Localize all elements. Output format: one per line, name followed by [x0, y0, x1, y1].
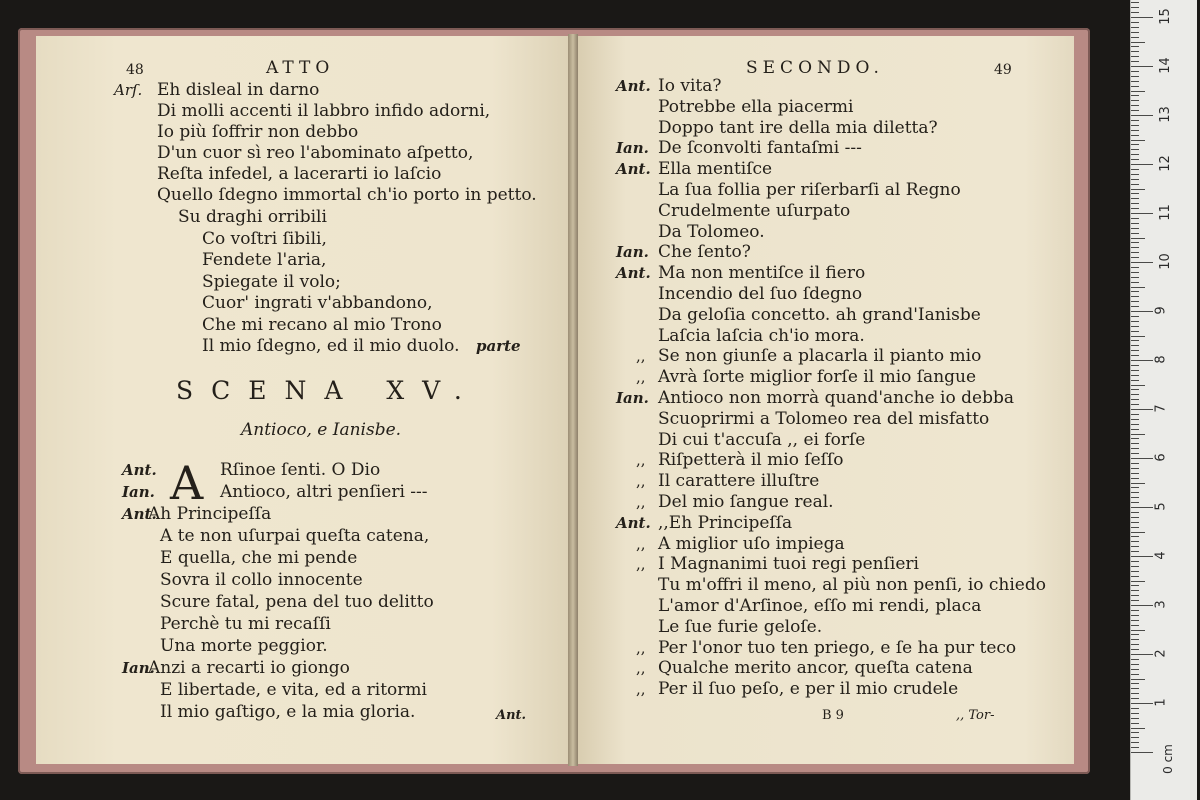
ruler-tick — [1131, 723, 1139, 724]
quote-mark: ,, — [636, 451, 646, 470]
dialogue-line: Anzi a recarti io giongo — [148, 658, 350, 678]
ruler-tick — [1131, 213, 1153, 214]
quote-mark: ,, — [636, 368, 646, 387]
ruler-tick — [1131, 81, 1139, 82]
ruler-tick — [1131, 517, 1139, 518]
dialogue-line: Ella mentiſce — [658, 159, 773, 180]
ruler-tick — [1131, 306, 1139, 307]
ruler-tick — [1131, 252, 1139, 253]
ruler-tick — [1131, 340, 1139, 341]
ruler-tick — [1131, 95, 1139, 96]
ruler-tick — [1131, 336, 1145, 337]
speaker-label: Ian. — [616, 389, 649, 407]
ruler-tick — [1131, 664, 1139, 665]
ruler-tick — [1131, 110, 1139, 111]
ruler-tick — [1131, 144, 1139, 145]
ruler-tick — [1131, 478, 1139, 479]
ruler-tick — [1131, 208, 1139, 209]
dialogue-line: La ſua follia per riſerbarſi al Regno — [658, 180, 961, 200]
ruler-tick — [1131, 571, 1139, 572]
ruler-tick — [1131, 468, 1139, 469]
quote-mark: ,, — [636, 638, 646, 657]
ruler-tick — [1131, 502, 1139, 503]
ruler-tick — [1131, 532, 1145, 533]
ruler-number: 5 — [1153, 502, 1169, 511]
ruler-tick — [1131, 585, 1139, 586]
ruler-tick — [1131, 590, 1139, 591]
ruler-tick — [1131, 448, 1139, 449]
dialogue-line: Crudelmente uſurpato — [658, 200, 851, 221]
ruler-tick — [1131, 679, 1145, 680]
quote-mark: ,, — [636, 493, 646, 511]
ruler-tick — [1131, 625, 1139, 626]
ruler-tick — [1131, 380, 1139, 381]
ruler-tick — [1131, 703, 1153, 704]
left-page — [36, 36, 572, 764]
dialogue-line: Avrà ſorte miglior forſe il mio ſangue — [658, 367, 977, 388]
ruler-tick — [1131, 120, 1139, 121]
ruler-tick — [1131, 32, 1139, 33]
ruler-number: 15 — [1157, 8, 1173, 25]
ruler-number: 2 — [1153, 649, 1169, 658]
catchword: ,, Tor- — [956, 708, 995, 723]
ruler-tick — [1131, 42, 1145, 43]
speaker-label: Arſ. — [114, 81, 143, 99]
dialogue-line: Il mio gaſtigo, e la mia gloria. — [160, 702, 416, 722]
ruler-tick — [1131, 541, 1139, 542]
ruler-tick — [1131, 179, 1139, 180]
ruler-tick — [1131, 66, 1153, 67]
ruler-number: 4 — [1153, 551, 1169, 560]
ruler-tick — [1131, 747, 1139, 748]
dialogue-line: Sovra il collo innocente — [160, 570, 363, 590]
ruler-tick — [1131, 115, 1153, 116]
speaker-label: Ian. — [122, 483, 155, 501]
speaker-label: Ant. — [122, 461, 157, 479]
dialogue-line: Perchè tu mi recaſſi — [160, 614, 331, 634]
ruler-tick — [1131, 438, 1139, 439]
ruler-tick — [1131, 22, 1139, 23]
dialogue-line: L'amor d'Arſinoe, eſſo mi rendi, placa — [658, 596, 982, 616]
ruler-tick — [1131, 7, 1139, 8]
ruler-tick — [1131, 311, 1153, 312]
dialogue-line: Che ſento? — [658, 242, 751, 263]
quote-mark: ,, — [636, 347, 646, 366]
ruler-tick — [1131, 674, 1139, 675]
ruler-tick — [1131, 742, 1139, 743]
ruler-tick — [1131, 483, 1145, 484]
ruler-number: 3 — [1153, 600, 1169, 609]
dialogue-line: E quella, che mi pende — [160, 548, 358, 568]
ruler-tick — [1131, 331, 1139, 332]
ruler-number: 7 — [1153, 404, 1169, 413]
ruler-tick — [1131, 409, 1153, 410]
ruler-number: 14 — [1157, 57, 1173, 74]
ruler-tick — [1131, 287, 1145, 288]
quote-mark: ,, — [636, 555, 646, 574]
ruler-tick — [1131, 228, 1139, 229]
ruler-tick — [1131, 46, 1139, 47]
ruler-tick — [1131, 223, 1139, 224]
ruler-tick — [1131, 546, 1139, 547]
ruler-tick — [1131, 458, 1153, 459]
ruler-tick — [1131, 576, 1139, 577]
ruler-tick — [1131, 434, 1145, 435]
dialogue-line: Da geloſia concetto. ah grand'Ianisbe — [658, 304, 981, 325]
ruler-tick — [1131, 262, 1153, 263]
verse-line: D'un cuor sì reo l'abominato aſpetto, — [157, 143, 474, 163]
ruler-tick — [1131, 203, 1139, 204]
ruler-tick — [1131, 394, 1139, 395]
ruler-tick — [1131, 659, 1139, 660]
dialogue-line: Se non giunſe a placarla il pianto mio — [658, 346, 982, 367]
ruler-tick — [1131, 688, 1139, 689]
ruler-tick — [1131, 91, 1145, 92]
ruler-tick — [1131, 296, 1139, 297]
ruler-tick — [1131, 375, 1139, 376]
ruler-tick — [1131, 507, 1153, 508]
dialogue-line: Ma non mentiſce il fiero — [658, 263, 866, 284]
book-gutter — [568, 34, 578, 766]
ruler-tick — [1131, 728, 1145, 729]
ruler-tick — [1131, 140, 1145, 141]
ruler-tick — [1131, 257, 1139, 258]
ruler-tick — [1131, 189, 1145, 190]
ruler-tick — [1131, 169, 1139, 170]
dialogue-line: A miglior uſo impiega — [658, 533, 845, 554]
ruler-tick — [1131, 634, 1139, 635]
aria-line: Fendete l'aria, — [202, 250, 327, 270]
ruler-tick — [1131, 669, 1139, 670]
ruler-tick — [1131, 473, 1139, 474]
ruler-tick — [1131, 429, 1139, 430]
right-page — [576, 36, 1074, 764]
speaker-label: Ant. — [616, 160, 651, 179]
aria-line: Il mio ſdegno, ed il mio duolo. — [202, 336, 460, 356]
ruler-tick — [1131, 463, 1139, 464]
ruler-tick — [1131, 610, 1139, 611]
ruler-tick — [1131, 683, 1139, 684]
speaker-label: Ian. — [616, 139, 649, 158]
dialogue-line: Tu m'offri il meno, al più non penſi, io chiedo — [658, 575, 1046, 596]
page-number: 49 — [994, 62, 1012, 78]
dialogue-line: Riſpetterà il mio ſeſſo — [658, 450, 844, 471]
verse-line: Io più ſoffrir non debbo — [157, 122, 359, 142]
ruler-tick — [1131, 198, 1139, 199]
dialogue-line: Scuoprirmi a Tolomeo rea del misfatto — [658, 408, 990, 429]
ruler-tick — [1131, 233, 1139, 234]
catchword: Ant. — [496, 708, 527, 723]
ruler-tick — [1131, 51, 1139, 52]
ruler-number: 11 — [1157, 204, 1173, 221]
quote-mark: ,, — [636, 472, 646, 491]
ruler-tick — [1131, 316, 1139, 317]
ruler-tick — [1131, 135, 1139, 136]
ruler-tick — [1131, 527, 1139, 528]
scene-heading: SCENA XV. — [176, 376, 480, 405]
ruler-tick — [1131, 37, 1139, 38]
drop-cap: A — [170, 456, 204, 510]
ruler-tick — [1131, 639, 1139, 640]
ruler-tick — [1131, 453, 1139, 454]
ruler-tick — [1131, 247, 1139, 248]
dialogue-line: Io vita? — [658, 76, 722, 96]
ruler-tick — [1131, 301, 1139, 302]
ruler-tick — [1131, 600, 1139, 601]
speaker-label: Ian. — [616, 243, 649, 262]
verse-line: Eh disleal in darno — [157, 80, 320, 100]
ruler-number: 6 — [1153, 453, 1169, 462]
quote-mark: ,, — [636, 680, 646, 699]
ruler-tick — [1131, 100, 1139, 101]
ruler-tick — [1131, 130, 1139, 131]
signature-mark: B 9 — [822, 708, 844, 723]
ruler-tick — [1131, 2, 1139, 3]
ruler-tick — [1131, 355, 1139, 356]
ruler-tick — [1131, 443, 1139, 444]
ruler-tick — [1131, 291, 1139, 292]
ruler-number: 10 — [1157, 253, 1173, 270]
verse-line: Quello ſdegno immortal ch'io porto in petto. — [157, 185, 537, 205]
ruler-tick — [1131, 193, 1139, 194]
scene-characters: Antioco, e Ianisbe. — [241, 420, 402, 440]
aria-line: Cuor' ingrati v'abbandono, — [202, 293, 433, 313]
ruler-tick — [1131, 615, 1139, 616]
dialogue-line: Antioco, altri penſieri --- — [220, 482, 428, 502]
ruler-tick — [1131, 326, 1139, 327]
ruler-tick — [1131, 556, 1153, 557]
ruler-number: 9 — [1153, 306, 1169, 315]
ruler-number: 13 — [1157, 106, 1173, 123]
ruler-tick — [1131, 732, 1139, 733]
ruler-tick — [1131, 86, 1139, 87]
ruler-tick — [1131, 752, 1153, 753]
dialogue-line: Da Tolomeo. — [658, 221, 765, 242]
ruler-tick — [1131, 76, 1139, 77]
ruler-tick — [1131, 595, 1139, 596]
ruler-tick — [1131, 605, 1153, 606]
dialogue-line: Di cui t'accuſa ,, ei forſe — [658, 429, 866, 450]
ruler-tick — [1131, 345, 1139, 346]
ruler-tick — [1131, 693, 1139, 694]
ruler-tick — [1131, 365, 1139, 366]
dialogue-line: Rſinoe ſenti. O Dio — [220, 460, 381, 480]
ruler-tick — [1131, 154, 1139, 155]
verse-line: Reſta infedel, a lacerarti io laſcio — [157, 164, 442, 184]
ruler-tick — [1131, 424, 1139, 425]
ruler-tick — [1131, 164, 1153, 165]
ruler-tick — [1131, 56, 1139, 57]
ruler-tick — [1131, 242, 1139, 243]
ruler-tick — [1131, 149, 1139, 150]
ruler-number: 8 — [1153, 355, 1169, 364]
dialogue-line: Antioco non morrà quand'anche io debba — [658, 388, 1014, 408]
ruler-tick — [1131, 644, 1139, 645]
ruler-tick — [1131, 267, 1139, 268]
ruler-tick — [1131, 713, 1139, 714]
ruler-tick — [1131, 321, 1139, 322]
dialogue-line: I Magnanimi tuoi regi penſieri — [658, 554, 919, 575]
dialogue-line: Per l'onor tuo ten priego, e ſe ha pur teco — [658, 637, 1017, 658]
ruler-tick — [1131, 399, 1139, 400]
ruler-tick — [1131, 218, 1139, 219]
ruler-tick — [1131, 404, 1139, 405]
ruler-tick — [1131, 419, 1139, 420]
dialogue-line: Le ſue furie geloſe. — [658, 616, 823, 637]
ruler-tick — [1131, 654, 1153, 655]
ruler-tick — [1131, 17, 1153, 18]
ruler-tick — [1131, 649, 1139, 650]
ruler-tick — [1131, 492, 1139, 493]
dialogue-line: De ſconvolti fantaſmi --- — [658, 138, 862, 159]
aria-line: Spiegate il volo; — [202, 271, 341, 292]
dialogue-line: Per il ſuo peſo, e per il mio crudele — [658, 679, 959, 700]
speaker-label: Ant. — [616, 264, 651, 283]
ruler-tick — [1131, 238, 1145, 239]
dialogue-line: Del mio ſangue real. — [658, 492, 834, 512]
ruler-tick — [1131, 350, 1139, 351]
ruler-number: 12 — [1157, 155, 1173, 172]
dialogue-line: Scure fatal, pena del tuo delitto — [160, 592, 434, 612]
speaker-label: Ant. — [122, 505, 157, 523]
dialogue-line: Il carattere illuſtre — [658, 471, 820, 492]
ruler-tick — [1131, 184, 1139, 185]
dialogue-line: Ah Principeſſa — [148, 504, 272, 524]
ruler-tick — [1131, 61, 1139, 62]
ruler-tick — [1131, 174, 1139, 175]
speaker-label: Ian. — [122, 659, 155, 677]
ruler-tick — [1131, 370, 1139, 371]
ruler-tick — [1131, 414, 1139, 415]
dialogue-line: A te non uſurpai queſta catena, — [160, 526, 430, 546]
ruler-unit-label: 0 cm — [1160, 744, 1175, 774]
speaker-label: Ant. — [616, 513, 651, 532]
ruler-tick — [1131, 105, 1139, 106]
ruler-tick — [1131, 561, 1139, 562]
aria-line: Che mi recano al mio Trono — [202, 314, 442, 335]
ruler-tick — [1131, 551, 1139, 552]
ruler-tick — [1131, 718, 1139, 719]
ruler-tick — [1131, 698, 1139, 699]
dialogue-line: ,,Eh Principeſſa — [658, 512, 793, 533]
ruler-number: 1 — [1153, 698, 1169, 707]
quote-mark: ,, — [636, 534, 646, 553]
quote-mark: ,, — [636, 659, 646, 678]
ruler-tick — [1131, 385, 1145, 386]
dialogue-line: Una morte peggior. — [160, 636, 328, 656]
ruler-tick — [1131, 282, 1139, 283]
dialogue-line: Laſcia laſcia ch'io mora. — [658, 325, 865, 346]
ruler-tick — [1131, 125, 1139, 126]
ruler-tick — [1131, 512, 1139, 513]
running-header: ATTO — [266, 58, 335, 78]
ruler-tick — [1131, 566, 1139, 567]
ruler-tick — [1131, 497, 1139, 498]
ruler-tick — [1131, 12, 1139, 13]
running-header: SECONDO. — [746, 58, 884, 78]
ruler-tick — [1131, 620, 1139, 621]
ruler-tick — [1131, 389, 1139, 390]
dialogue-line: Doppo tant ire della mia diletta? — [658, 117, 938, 138]
ruler-tick — [1131, 487, 1139, 488]
dialogue-line: Incendio del ſuo ſdegno — [658, 284, 863, 304]
ruler-tick — [1131, 737, 1139, 738]
dialogue-line: Potrebbe ella piacermi — [658, 96, 854, 117]
aria-line: Co voſtri ſibili, — [202, 228, 327, 249]
ruler-tick — [1131, 522, 1139, 523]
stage-direction: parte — [476, 337, 521, 355]
ruler-tick — [1131, 272, 1139, 273]
ruler-tick — [1131, 536, 1139, 537]
ruler-tick — [1131, 277, 1139, 278]
ruler-tick — [1131, 630, 1145, 631]
ruler-tick — [1131, 360, 1153, 361]
ruler-tick — [1131, 71, 1139, 72]
verse-line: Di molli accenti il labbro infido adorni, — [157, 101, 491, 121]
page-number: 48 — [126, 62, 144, 78]
ruler-tick — [1131, 159, 1139, 160]
dialogue-line: E libertade, e vita, ed a ritormi — [160, 680, 427, 700]
ruler-tick — [1131, 708, 1139, 709]
aria-line: Su draghi orribili — [178, 207, 327, 227]
dialogue-line: Qualche merito ancor, queſta catena — [658, 658, 973, 679]
measuring-ruler — [1130, 0, 1197, 800]
speaker-label: Ant. — [616, 77, 651, 95]
ruler-tick — [1131, 27, 1139, 28]
ruler-tick — [1131, 581, 1145, 582]
